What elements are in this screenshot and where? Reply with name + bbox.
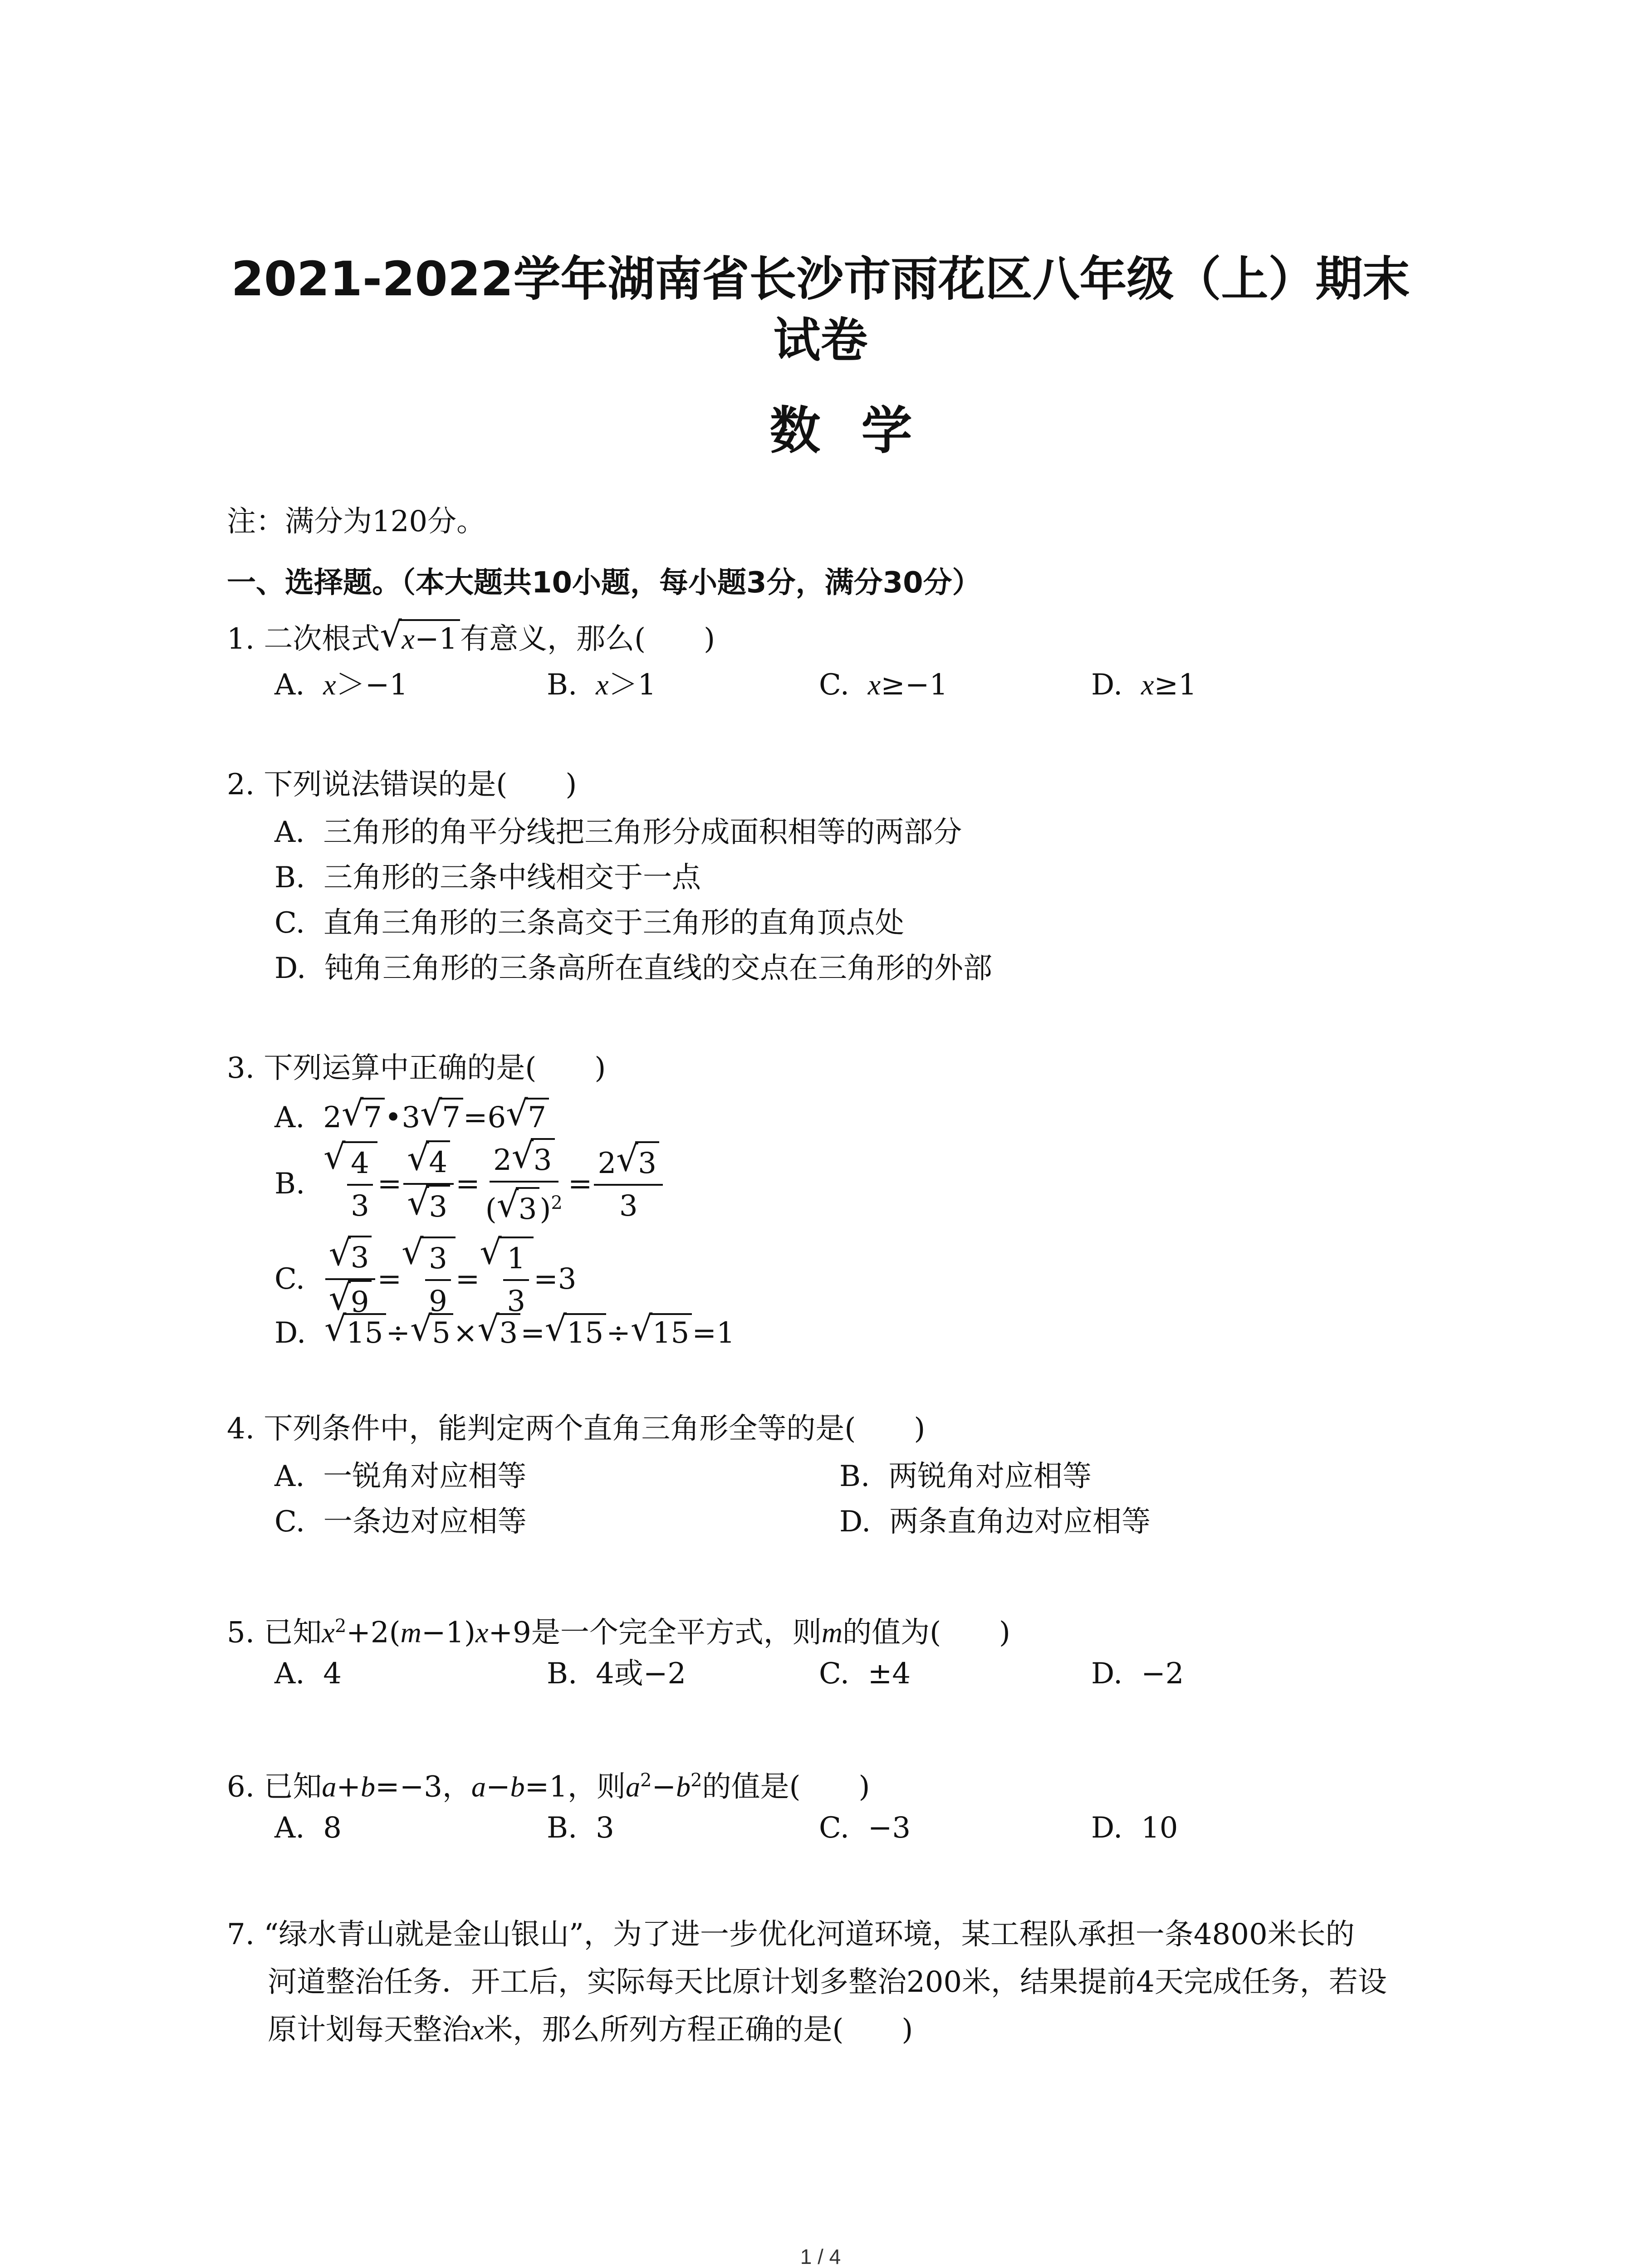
subject-title: 数学	[769, 401, 953, 460]
q5-option-b: B. 4或−2	[547, 1657, 686, 1691]
q4-option-c: C. 一条边对应相等	[274, 1505, 527, 1539]
q5-option-a: A. 4	[274, 1657, 342, 1691]
q4-option-d: D. 两条直角边对应相等	[839, 1505, 1151, 1539]
q7-line1: 7. “绿水青山就是金山银山”，为了进一步优化河道环境，某工程队承担一条4800米长的	[227, 1918, 1355, 1951]
q2-option-c: C. 直角三角形的三条高交于三角形的直角顶点处	[274, 906, 904, 940]
q1-option-a: A. x＞−1	[274, 668, 408, 702]
page-number: 1 / 4	[800, 2245, 841, 2268]
q7-line3: 原计划每天整治x米，那么所列方程正确的是( )	[268, 2013, 913, 2047]
q6-option-d: D. 10	[1091, 1811, 1178, 1845]
q6-stem: 6. 已知a+b=−3，a−b=1，则$a^2-b^2$的值是( )	[227, 1770, 870, 1804]
section1-heading: 一、选择题。（本大题共10小题，每小题3分，满分30分）	[227, 566, 981, 600]
q1-stem: 1. 二次根式√ x−1有意义，那么( )	[227, 619, 715, 657]
q7-line2: 河道整治任务．开工后，实际每天比原计划多整治200米，结果提前4天完成任务，若设	[268, 1965, 1387, 1999]
exam-title-line1: 2021-2022学年湖南省长沙市雨花区八年级（上）期末	[231, 251, 1410, 307]
sqrt-symbol: √ x−1	[380, 619, 460, 657]
q6-option-b: B. 3	[547, 1811, 614, 1845]
exam-title-line2: 试卷	[773, 313, 868, 368]
q2-stem: 2. 下列说法错误的是( )	[227, 768, 577, 802]
q1-option-b: B. x＞1	[547, 668, 656, 702]
q2-option-d: D. 钝角三角形的三条高所在直线的交点在三角形的外部	[274, 952, 993, 985]
q6-option-a: A. 8	[274, 1811, 342, 1845]
q3-stem: 3. 下列运算中正确的是( )	[227, 1051, 606, 1085]
q4-option-a: A. 一锐角对应相等	[274, 1460, 527, 1493]
q5-stem: 5. 已知$x^2+2(m-1)x+9$是一个完全平方式，则m的值为( )	[227, 1616, 1011, 1650]
q3-option-b: B. √ $\frac{4}{3}$ = √ 4 √ 3 = $\frac{2√ 3}{(√ 3)^2}$ = $\frac{2√ 3}{3}$	[274, 1139, 665, 1229]
q5-option-c: C. ±4	[819, 1657, 911, 1691]
q3-option-d: D. √ 15÷√ 5×√ 3=√ 15÷√ 15=1	[274, 1313, 735, 1351]
q6-option-c: C. −3	[819, 1811, 911, 1845]
q3-option-c: C. √ 3 √ 9 = √ $\frac{3}{9}$ = √ $\frac{1}{3}$ = 3	[274, 1234, 576, 1325]
q4-option-b: B. 两锐角对应相等	[839, 1460, 1092, 1493]
q2-option-a: A. 三角形的角平分线把三角形分成面积相等的两部分	[274, 816, 962, 849]
q4-stem: 4. 下列条件中，能判定两个直角三角形全等的是( )	[227, 1412, 926, 1446]
q1-option-c: C. x≥−1	[819, 668, 948, 702]
q1-option-d: D. x≥1	[1091, 668, 1197, 702]
q3-option-a: A. 2√ 7•3√ 7=6√ 7	[274, 1098, 549, 1136]
q5-option-d: D. −2	[1091, 1657, 1184, 1691]
score-note: 注：满分为120分。	[227, 505, 486, 538]
q2-option-b: B. 三角形的三条中线相交于一点	[274, 861, 701, 894]
